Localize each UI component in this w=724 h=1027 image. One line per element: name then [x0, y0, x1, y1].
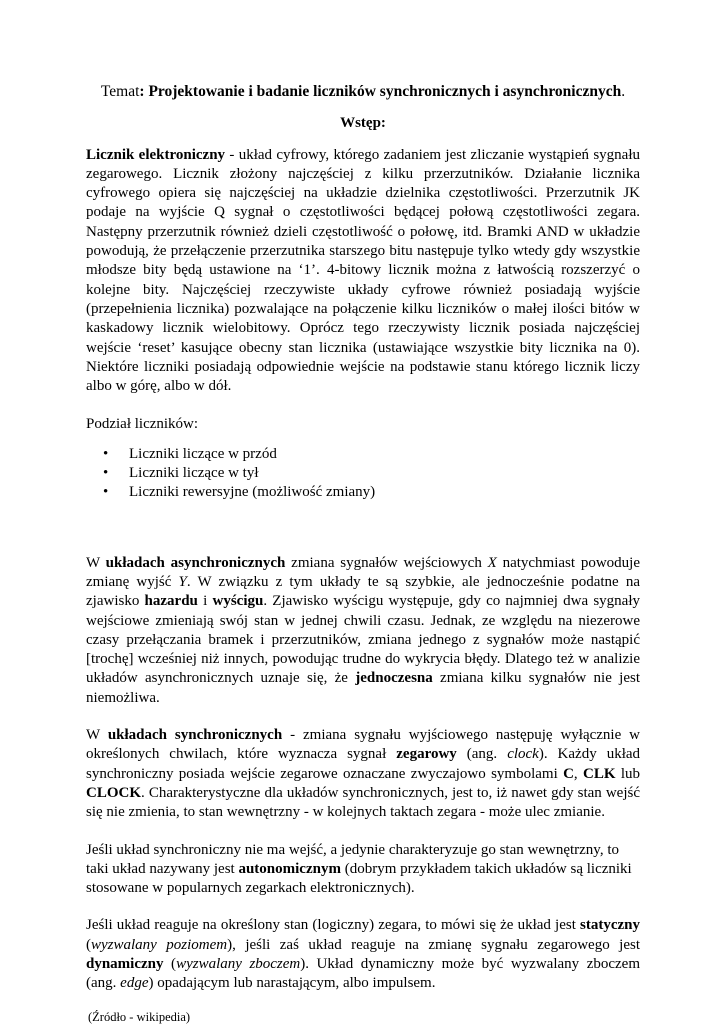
text-run: , [573, 765, 583, 782]
text-run: - zmiana sygnału wyjściowego następuję wyłącznie w określonych chwilach, które wyznacza sygnał [86, 727, 640, 763]
italic-term: wyzwalany zboczem [176, 955, 301, 972]
async-paragraph [86, 554, 640, 708]
bold-term: wyścigu [212, 593, 264, 610]
text-run: ) opadającym lub narastającym, albo impulsem. [148, 975, 436, 992]
text-run: ( [86, 936, 91, 953]
intro-term: Licznik elektroniczny [86, 146, 226, 163]
topic-dot: . [621, 83, 626, 100]
intro-heading: Wstęp: [340, 115, 386, 132]
autonomous-paragraph [86, 841, 640, 899]
intro-paragraph [86, 146, 640, 397]
bold-term: CLK [583, 765, 616, 782]
text-run: lub [615, 765, 641, 782]
text-run: W [86, 554, 106, 571]
division-label: Podział liczników: [86, 416, 199, 433]
text-run: (dobrym przykładem takich układów są liczniki stosowane w popularnych zegarkach elektronicznych). [86, 860, 632, 897]
static-dynamic-paragraph [86, 916, 640, 993]
text-run: ( [163, 955, 177, 972]
bold-term: autonomicznym [238, 860, 341, 877]
topic-title: Projektowanie i badanie liczników synchronicznych i asynchronicznych [148, 83, 622, 100]
intro-text: - układ cyfrowy, którego zadaniem jest zliczanie wystąpień sygnału zegarowego. Licznik złożony najczęściej z kilku przerzutników. Działanie licznika cyfrowego opiera się najczęściej na układzie dzielnika częstotliwości. Przerzutnik JK podaje na wyjście Q sygnał o częstotliwości będącej połową częstotliwości zegara. Następny przerzutnik również dzieli częstotliwość o połowę, itd. Bramki AND w układzie powodują, że przełączenie przerzutnika starszego bitu następuje tylko wtedy gdy wszystkie młodsze bity będą ustawione na ‘1’. 4-bitowy licznik można z łatwością rozszerzyć o kolejne bity. Najczęściej rzeczywiste układy cyfrowe również posiadają wyjście (przepełnienia licznika) pozwalające na połączenie kilku liczników o małej ilości bitów w kaskadowy licznik wielobitowy. Oprócz tego rzeczywisty licznik posiada najczęściej wejście ‘reset’ kasujące obecny stan licznika (ustawiające wszystkie bity licznika na 0). Niektóre liczniki posiadają odpowiednie wejście na podstawie stanu którego licznik liczy albo w górę, albo w dół. [86, 146, 640, 395]
text-run: W [86, 727, 108, 744]
bold-term: układach asynchronicznych [105, 554, 286, 571]
list-item [103, 483, 640, 502]
bold-term: jednoczesna [355, 670, 433, 687]
text-run: . Charakterystyczne dla układów synchronicznych, jest to, iż nawet gdy stan wejść się nie zmienia, to stan wewnętrzny - w kolejnych taktach zegara - może ulec zmianie. [86, 784, 640, 821]
source-note: (Źródło - wikipedia) [88, 1009, 191, 1024]
bold-term: układach synchronicznych [107, 727, 283, 744]
bold-term: statyczny [580, 917, 640, 934]
text-run: (ang. [456, 746, 508, 763]
list-item-label: Liczniki liczące w przód [129, 445, 277, 462]
list-item-label: Liczniki liczące w tył [129, 465, 259, 482]
text-run: zmiana sygnałów wejściowych [285, 554, 488, 571]
text-run: ), jeśli zaś układ reaguje na zmianę sygnału zegarowego jest [227, 936, 640, 953]
topic-colon: : [139, 83, 149, 100]
text-run: zmiana kilku sygnałów nie jest niemożliwa. [86, 670, 640, 706]
text-run: natychmiast powoduje zmianę wyjść [86, 554, 640, 590]
list-item [103, 464, 640, 483]
text-run: . Zjawisko wyścigu występuje, gdy co najmniej dwa sygnały wejściowe zmieniają swój stan w jednej chwili czasu. Jednak, ze względu na niezerowe czasy przełączania bramek i przerzutników, zmiana jednego z sygnałów może nastąpić [trochę] wcześniej niż innych, powodując trudne do wykrycia błędy. Dlatego też w analizie układów asynchronicznych uznaje się, że [86, 593, 641, 687]
bold-term: dynamiczny [86, 955, 164, 972]
bold-term: hazardu [144, 593, 198, 610]
text-run: ). Każdy układ synchroniczny posiada wejście zegarowe oznaczane zwyczajowo symbolami [86, 746, 641, 782]
topic-line [86, 82, 640, 101]
italic-term: wyzwalany poziomem [91, 936, 228, 953]
bold-term: CLOCK [86, 784, 142, 801]
italic-symbol: Y [178, 573, 187, 590]
text-run: Jeśli układ reaguje na określony stan (logiczny) zegara, to mówi się że układ jest [86, 917, 580, 934]
bullet-icon: • [103, 484, 109, 501]
text-run: i [197, 593, 213, 610]
italic-symbol: X [487, 554, 497, 571]
bold-term: C [563, 765, 574, 782]
text-run: . W związku z tym układy te są szybkie, ale jednocześnie podatne na zjawisko [86, 573, 640, 610]
bullet-icon: • [103, 465, 109, 482]
list-item-label: Liczniki rewersyjne (możliwość zmiany) [129, 484, 376, 501]
topic-prefix: Temat [100, 83, 140, 100]
text-run: Jeśli układ synchroniczny nie ma wejść, a jedynie charakteryzuje go stan wewnętrzny, to taki układ nazywany jest [86, 841, 620, 877]
italic-term: clock [507, 746, 539, 763]
document-page [86, 82, 640, 1027]
sync-paragraph [86, 726, 640, 822]
italic-term: edge [120, 975, 149, 992]
spacer [86, 503, 640, 554]
list-item [103, 445, 640, 464]
bold-term: zegarowy [396, 746, 457, 763]
text-run: ). Układ dynamiczny może być wyzwalany zboczem (ang. [86, 955, 640, 992]
bullet-icon: • [103, 445, 109, 462]
counter-types-list [86, 445, 640, 503]
